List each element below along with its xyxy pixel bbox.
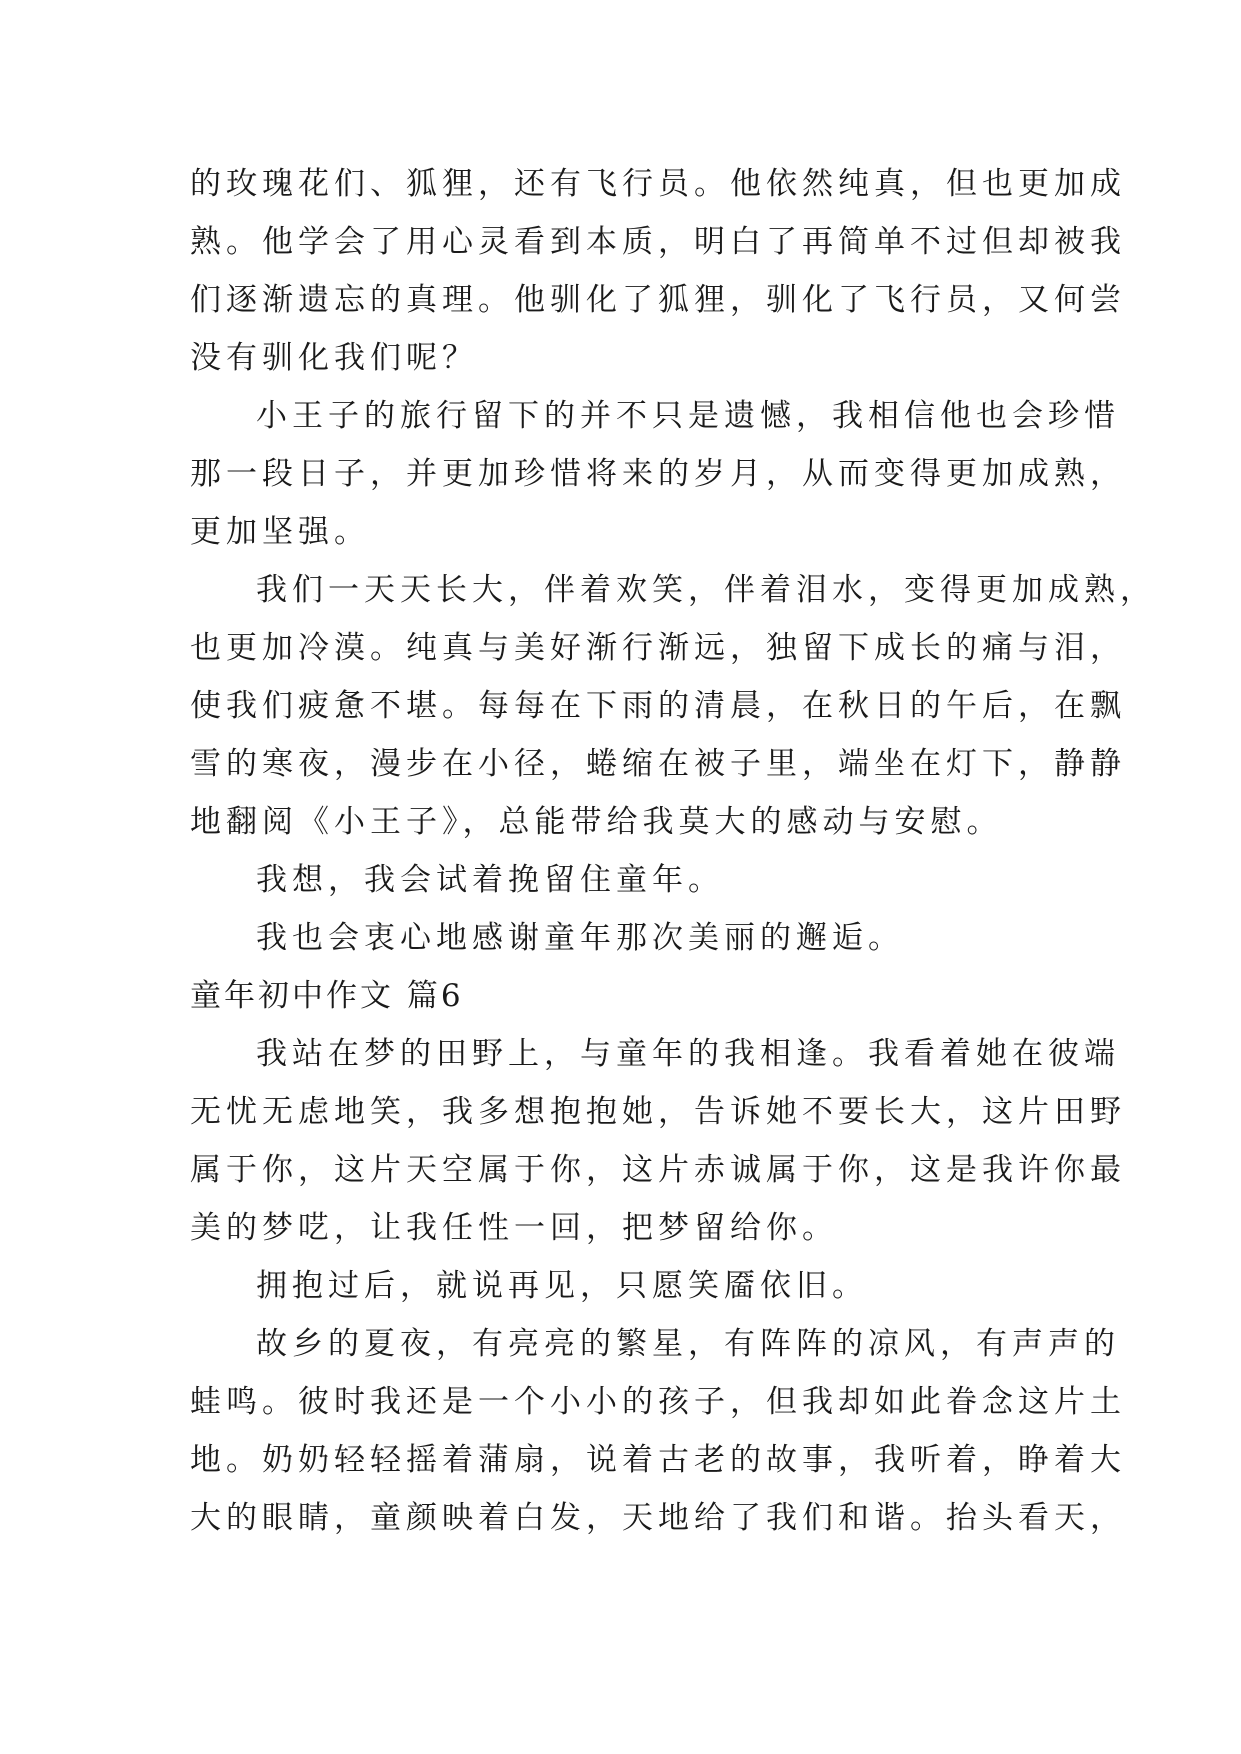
text-line: 属于你，这片天空属于你，这片赤诚属于你，这是我许你最 [190,1152,1126,1188]
text-line: 无忧无虑地笑，我多想抱抱她，告诉她不要长大，这片田野 [190,1094,1126,1130]
text-line: 美的梦呓，让我任性一回，把梦留给你。 [190,1210,838,1246]
text-line: 的玫瑰花们、狐狸，还有飞行员。他依然纯真，但也更加成 [190,166,1126,202]
text-line: 使我们疲惫不堪。每每在下雨的清晨，在秋日的午后，在飘 [190,688,1126,724]
text-line: 地翻阅《小王子》，总能带给我莫大的感动与安慰。 [190,804,1003,840]
text-line: 雪的寒夜，漫步在小径，蜷缩在被子里，端坐在灯下，静静 [190,746,1126,782]
text-line: 我站在梦的田野上，与童年的我相逢。我看着她在彼端 [256,1036,1120,1072]
text-line: 熟。他学会了用心灵看到本质，明白了再简单不过但却被我 [190,224,1126,260]
text-line: 拥抱过后，就说再见，只愿笑靥依旧。 [256,1268,868,1304]
text-line: 大的眼睛，童颜映着白发，天地给了我们和谐。抬头看天， [190,1500,1126,1536]
text-line: 我想，我会试着挽留住童年。 [256,862,724,898]
text-line: 小王子的旅行留下的并不只是遗憾，我相信他也会珍惜 [256,398,1120,434]
text-line: 也更加冷漠。纯真与美好渐行渐远，独留下成长的痛与泪， [190,630,1126,666]
text-line: 我们一天天长大，伴着欢笑，伴着泪水，变得更加成熟， [256,572,1156,608]
text-line: 地。奶奶轻轻摇着蒲扇，说着古老的故事，我听着，睁着大 [190,1442,1126,1478]
text-line: 们逐渐遗忘的真理。他驯化了狐狸，驯化了飞行员，又何尝 [190,282,1126,318]
text-line: 更加坚强。 [190,514,370,550]
text-line: 我也会衷心地感谢童年那次美丽的邂逅。 [256,920,904,956]
text-line: 蛙鸣。彼时我还是一个小小的孩子，但我却如此眷念这片土 [190,1384,1126,1420]
text-line: 故乡的夏夜，有亮亮的繁星，有阵阵的凉风，有声声的 [256,1326,1120,1362]
text-line: 那一段日子，并更加珍惜将来的岁月，从而变得更加成熟， [190,456,1126,492]
document-body [190,155,1156,1547]
section-heading: 童年初中作文 篇6 [190,978,464,1014]
text-line: 没有驯化我们呢？ [190,340,478,376]
